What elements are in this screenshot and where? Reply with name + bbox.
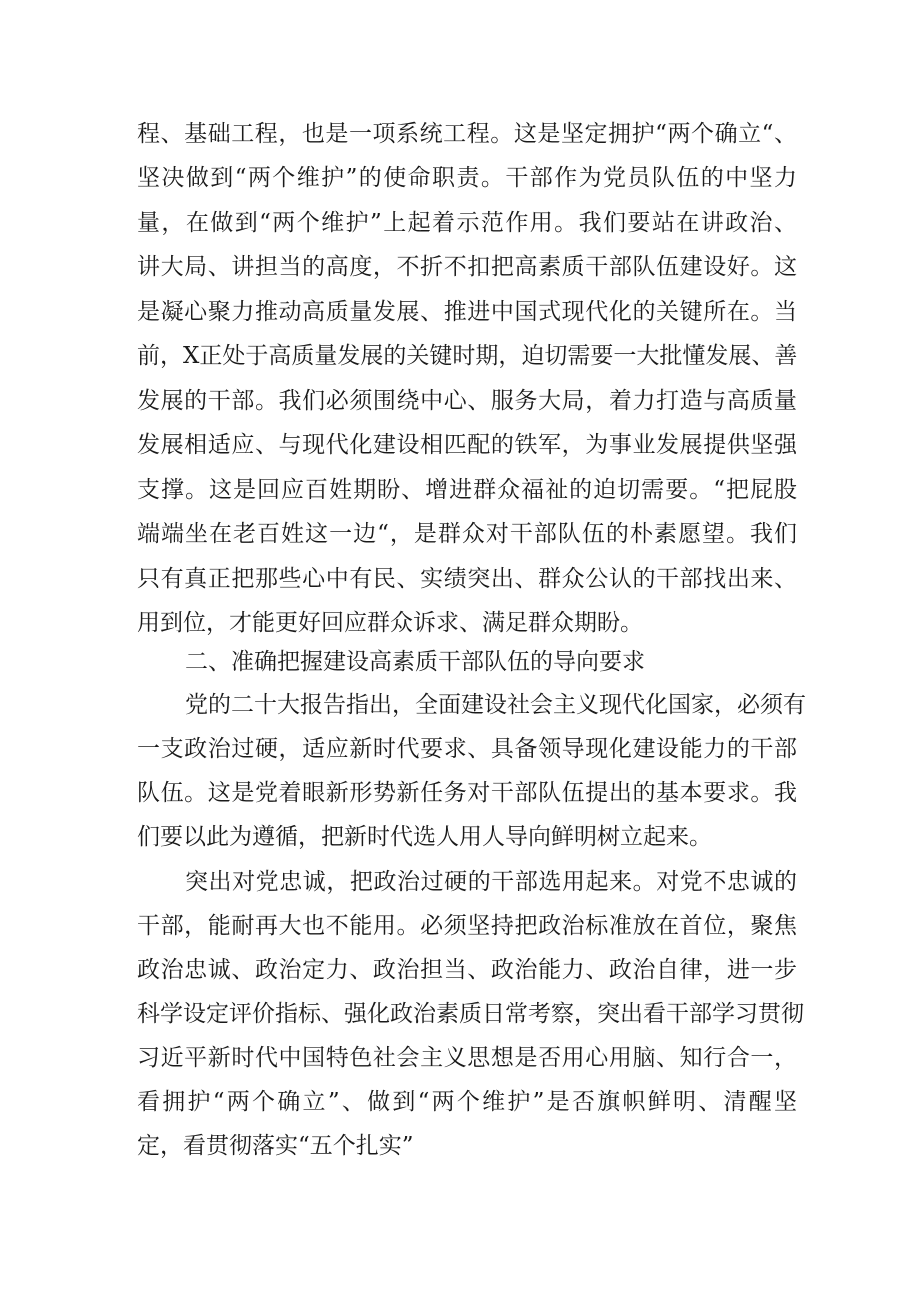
body-text-line: 发展的干部。我们必须围绕中心、服务大局，着力打造与高质量 — [137, 388, 797, 414]
body-text-line: 是凝心聚力推动高质量发展、推进中国式现代化的关键所在。当 — [137, 299, 797, 325]
body-text-line: 干部，能耐再大也不能用。必须坚持把政治标准放在首位，聚焦 — [137, 913, 797, 939]
body-text-line: 只有真正把那些心中有民、实绩突出、群众公认的干部找出来、 — [137, 566, 797, 592]
body-text-line: 定，看贯彻落实“五个扎实” — [137, 1133, 414, 1159]
body-text-line: 看拥护“两个确立”、做到“两个维护”是否旗帜鲜明、清醒坚 — [137, 1089, 797, 1115]
section-heading: 二、准确把握建设高素质干部队伍的导向要求 — [185, 649, 645, 675]
body-text-line: 坚决做到“两个维护”的使命职责。干部作为党员队伍的中坚力 — [137, 165, 797, 191]
body-text-line: 队伍。这是党着眼新形势新任务对干部队伍提出的基本要求。我 — [137, 780, 797, 806]
body-text-line: 量，在做到“两个维护”上起着示范作用。我们要站在讲政治、 — [137, 210, 797, 236]
body-text-line: 前，X正处于高质量发展的关键时期，迫切需要一大批懂发展、善 — [137, 343, 798, 369]
body-text-line: 党的二十大报告指出，全面建设社会主义现代化国家，必须有 — [185, 692, 806, 718]
body-text-line: 们要以此为遵循，把新时代选人用人导向鲜明树立起来。 — [137, 824, 712, 850]
body-text-line: 一支政治过硬，适应新时代要求、具备领导现化建设能力的干部 — [137, 736, 797, 762]
body-text-line: 习近平新时代中国特色社会主义思想是否用心用脑、知行合一， — [137, 1045, 797, 1071]
body-text-line: 科学设定评价指标、强化政治素质日常考察，突出看干部学习贯彻 — [137, 1001, 804, 1027]
body-text-line: 程、基础工程，也是一项系统工程。这是坚定拥护“两个确立“、 — [137, 121, 797, 147]
body-text-line: 突出对党忠诚，把政治过硬的干部选用起来。对党不忠诚的 — [185, 869, 797, 895]
body-text-line: 端端坐在老百姓这一边“，是群众对干部队伍的朴素愿望。我们 — [137, 521, 797, 547]
body-text-line: 讲大局、讲担当的高度，不折不扣把高素质干部队伍建设好。这 — [137, 254, 797, 280]
body-text-line: 支撑。这是回应百姓期盼、增进群众福祉的迫切需要。“把屁股 — [137, 477, 797, 503]
body-text-line: 政治忠诚、政治定力、政治担当、政治能力、政治自律，进一步 — [137, 957, 797, 983]
body-text-line: 发展相适应、与现代化建设相匹配的铁军，为事业发展提供坚强 — [137, 432, 797, 458]
body-text-line: 用到位，才能更好回应群众诉求、满足群众期盼。 — [137, 610, 643, 636]
